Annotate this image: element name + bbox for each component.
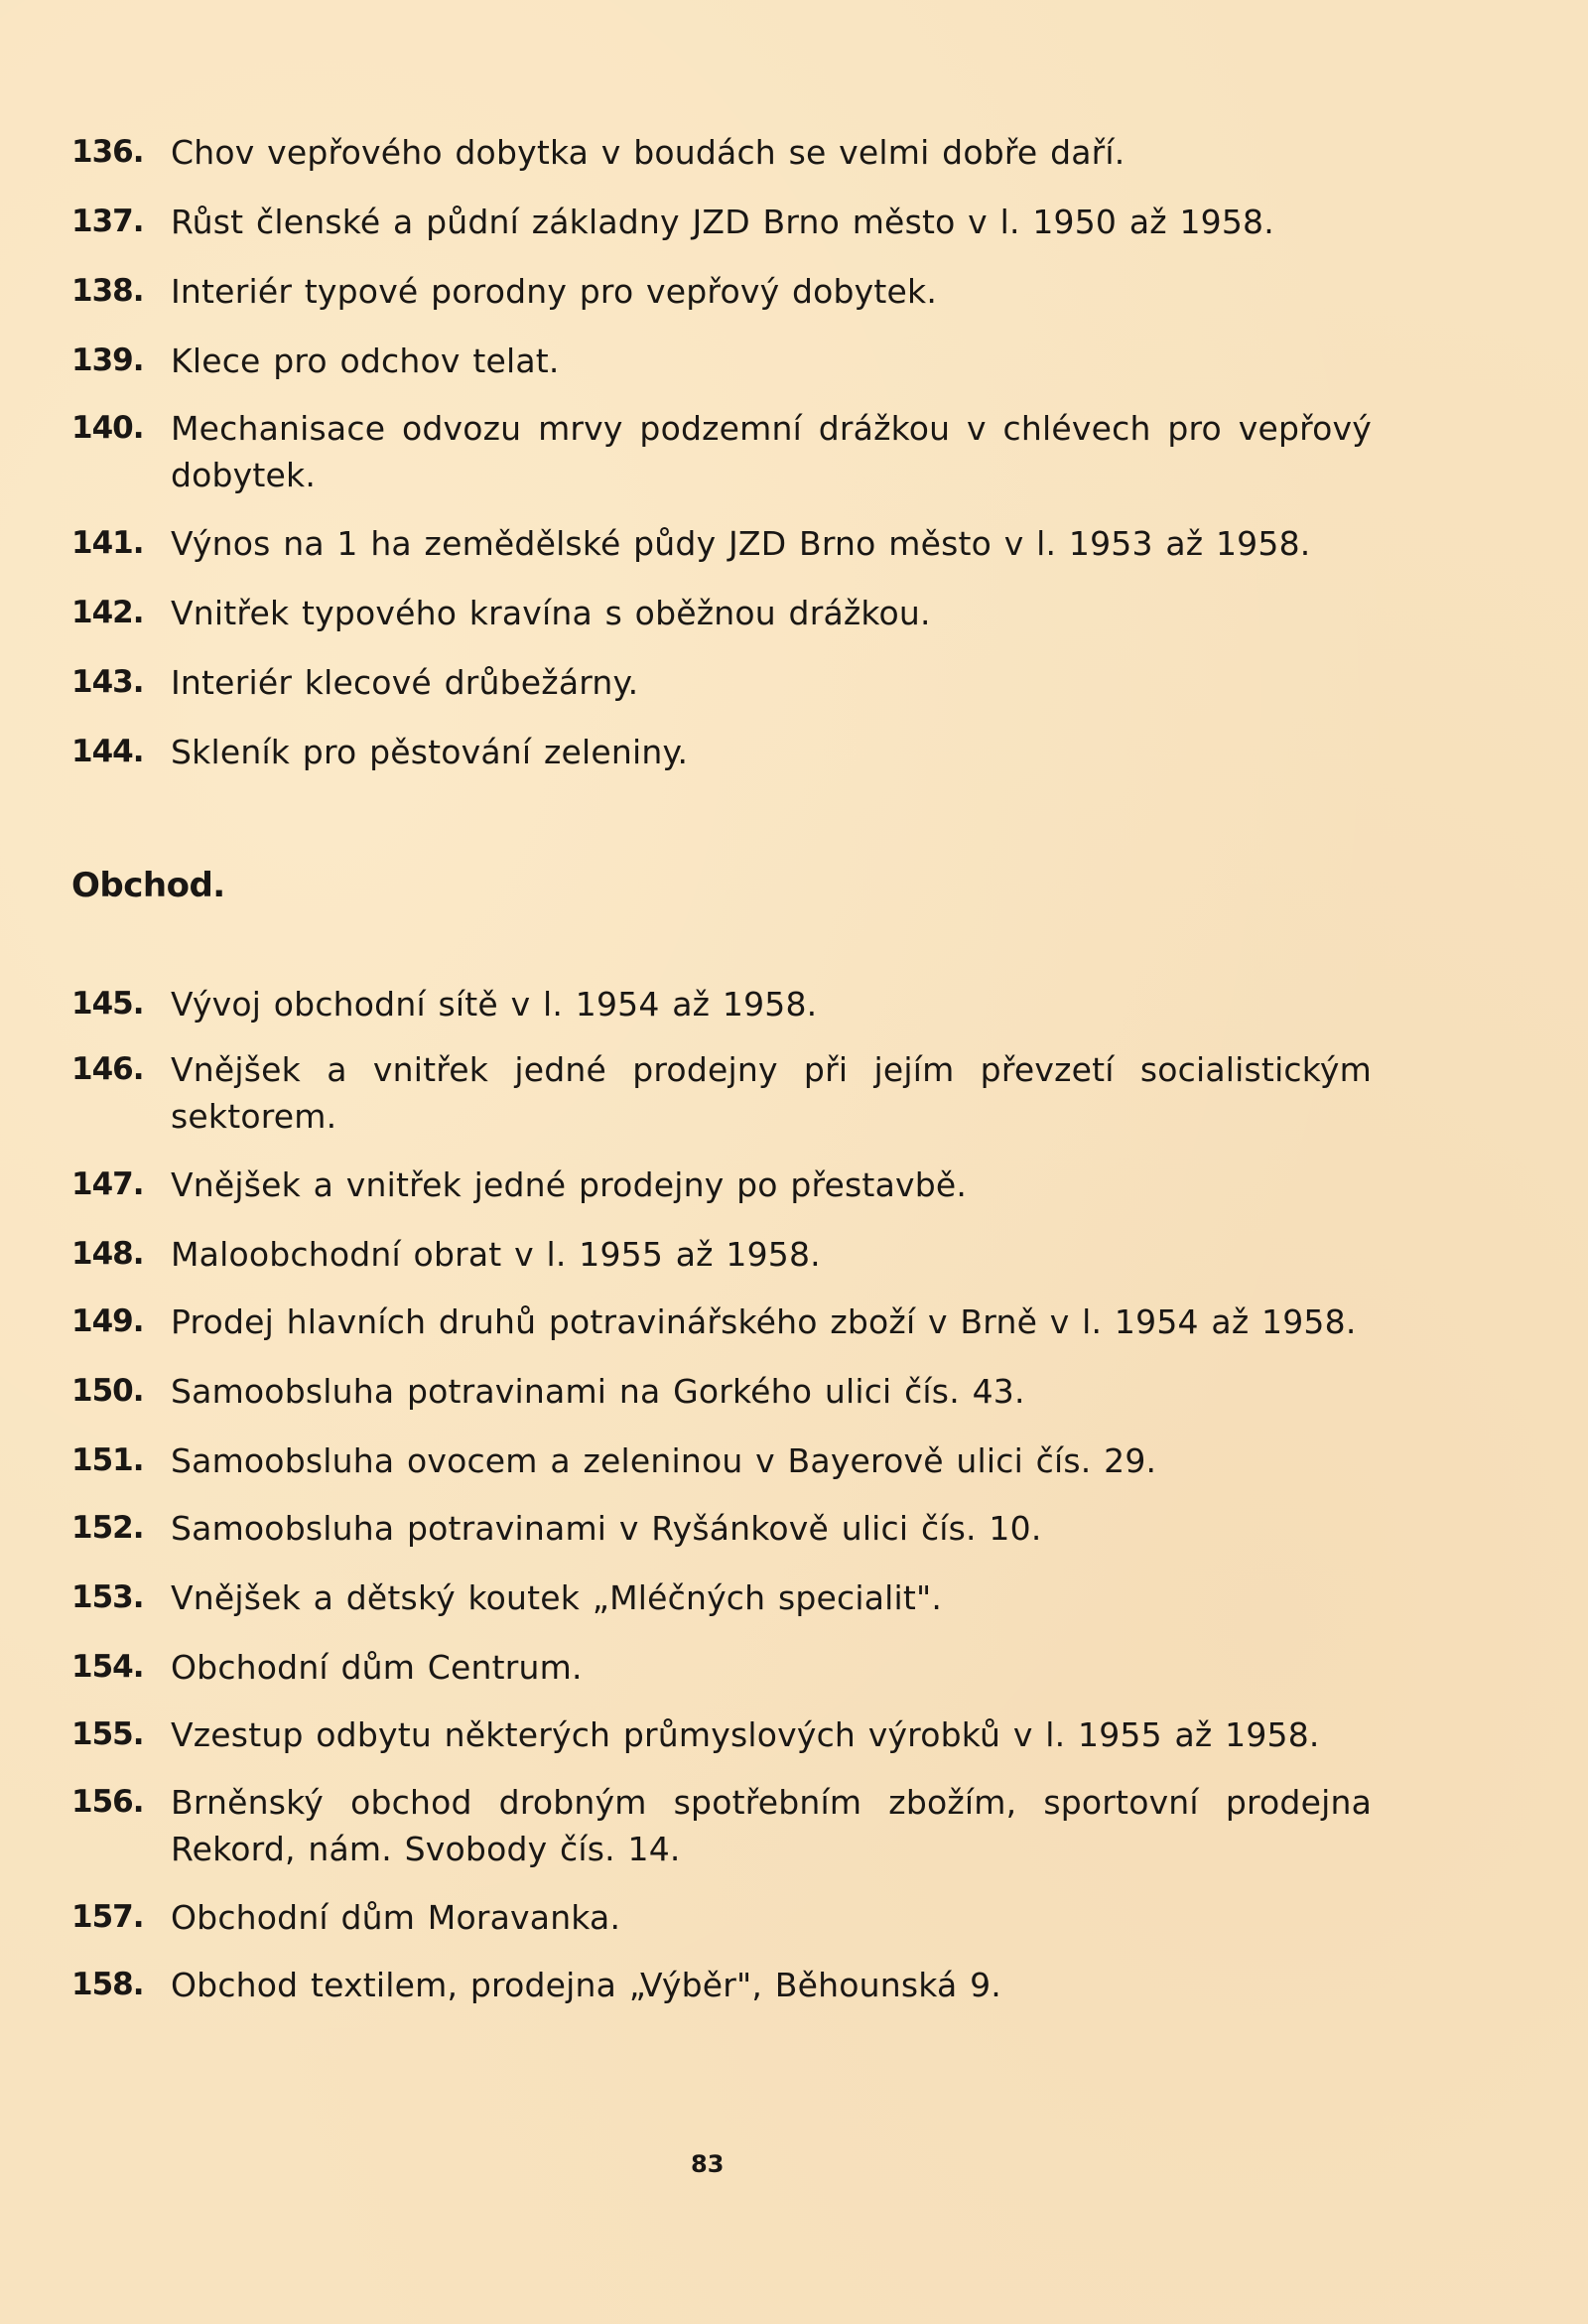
item-text: Obchodní dům Centrum. — [171, 1648, 583, 1687]
item-text: Výnos na 1 ha zemědělské půdy JZD Brno město v l. 1953 až 1958. — [171, 524, 1311, 563]
item-number: 157. — [71, 1899, 144, 1935]
list-item-154 — [71, 1644, 1372, 1691]
item-number: 150. — [71, 1373, 144, 1409]
item-number: 154. — [71, 1649, 144, 1685]
item-text: Mechanisace odvozu mrvy podzemní drážkou v chlévech pro vepřový dobytek. — [171, 409, 1372, 494]
list-item-147 — [71, 1162, 1372, 1208]
list-item-155 — [71, 1711, 1372, 1758]
item-number: 144. — [71, 734, 144, 769]
list-item-144 — [71, 729, 1372, 775]
item-number: 158. — [71, 1967, 144, 2002]
item-text: Vnějšek a vnitřek jedné prodejny při jejím převzetí socialistickým sektorem. — [171, 1050, 1372, 1136]
item-text: Samoobsluha potravinami v Ryšánkově ulici čís. 10. — [171, 1509, 1042, 1548]
item-number: 152. — [71, 1510, 144, 1546]
item-text: Vnitřek typového kravína s oběžnou drážkou. — [171, 594, 931, 632]
list-item-156 — [71, 1779, 1372, 1872]
item-text: Vzestup odbytu některých průmyslových výrobků v l. 1955 až 1958. — [171, 1715, 1320, 1754]
item-text: Brněnský obchod drobným spotřebním zbožím, sportovní prodejna Rekord, nám. Svobody čís. 14. — [171, 1783, 1372, 1868]
list-item-153 — [71, 1574, 1372, 1621]
item-number: 140. — [71, 410, 144, 446]
list-item-151 — [71, 1437, 1372, 1484]
item-text: Interiér klecové drůbežárny. — [171, 663, 639, 702]
item-text: Chov vepřového dobytka v boudách se velmi dobře daří. — [171, 133, 1125, 172]
list-item-139 — [71, 338, 1372, 384]
list-item-146 — [71, 1046, 1372, 1140]
item-text: Maloobchodní obrat v l. 1955 až 1958. — [171, 1235, 821, 1274]
item-text: Vývoj obchodní sítě v l. 1954 až 1958. — [171, 985, 818, 1024]
item-number: 151. — [71, 1442, 144, 1478]
list-item-157 — [71, 1894, 1372, 1941]
section-heading-obchod: Obchod. — [71, 866, 225, 905]
item-number: 155. — [71, 1716, 144, 1752]
item-number: 141. — [71, 525, 144, 561]
list-item-148 — [71, 1231, 1372, 1278]
item-number: 145. — [71, 986, 144, 1022]
item-text: Samoobsluha potravinami na Gorkého ulici čís. 43. — [171, 1372, 1025, 1411]
item-number: 143. — [71, 664, 144, 700]
item-text: Samoobsluha ovocem a zeleninou v Bayerově ulici čís. 29. — [171, 1441, 1157, 1480]
item-text: Interiér typové porodny pro vepřový dobytek. — [171, 272, 938, 311]
list-item-143 — [71, 659, 1372, 706]
item-text: Vnějšek a vnitřek jedné prodejny po přestavbě. — [171, 1165, 968, 1204]
item-text: Vnějšek a dětský koutek „Mléčných specialit". — [171, 1578, 943, 1617]
item-number: 139. — [71, 342, 144, 378]
item-text: Skleník pro pěstování zeleniny. — [171, 733, 689, 771]
item-number: 136. — [71, 134, 144, 170]
list-item-136 — [71, 129, 1372, 176]
item-text: Klece pro odchov telat. — [171, 342, 560, 380]
page-number: 83 — [691, 2150, 725, 2178]
item-number: 137. — [71, 204, 144, 239]
item-text: Obchodní dům Moravanka. — [171, 1898, 621, 1937]
item-number: 147. — [71, 1166, 144, 1202]
list-item-152 — [71, 1505, 1372, 1552]
list-item-141 — [71, 520, 1372, 567]
list-item-158 — [71, 1962, 1372, 2008]
item-number: 146. — [71, 1051, 144, 1087]
list-item-150 — [71, 1368, 1372, 1415]
item-number: 138. — [71, 273, 144, 309]
item-text: Růst členské a půdní základny JZD Brno město v l. 1950 až 1958. — [171, 203, 1274, 241]
list-item-145 — [71, 981, 1372, 1027]
list-item-142 — [71, 590, 1372, 636]
item-number: 153. — [71, 1579, 144, 1615]
item-text: Prodej hlavních druhů potravinářského zboží v Brně v l. 1954 až 1958. — [171, 1302, 1357, 1341]
list-item-138 — [71, 268, 1372, 315]
item-text: Obchod textilem, prodejna „Výběr", Běhounská 9. — [171, 1966, 1001, 2004]
item-number: 156. — [71, 1784, 144, 1820]
list-item-140 — [71, 405, 1372, 498]
item-number: 148. — [71, 1236, 144, 1272]
list-item-149 — [71, 1299, 1372, 1345]
item-number: 142. — [71, 595, 144, 630]
item-number: 149. — [71, 1303, 144, 1339]
list-item-137 — [71, 199, 1372, 245]
